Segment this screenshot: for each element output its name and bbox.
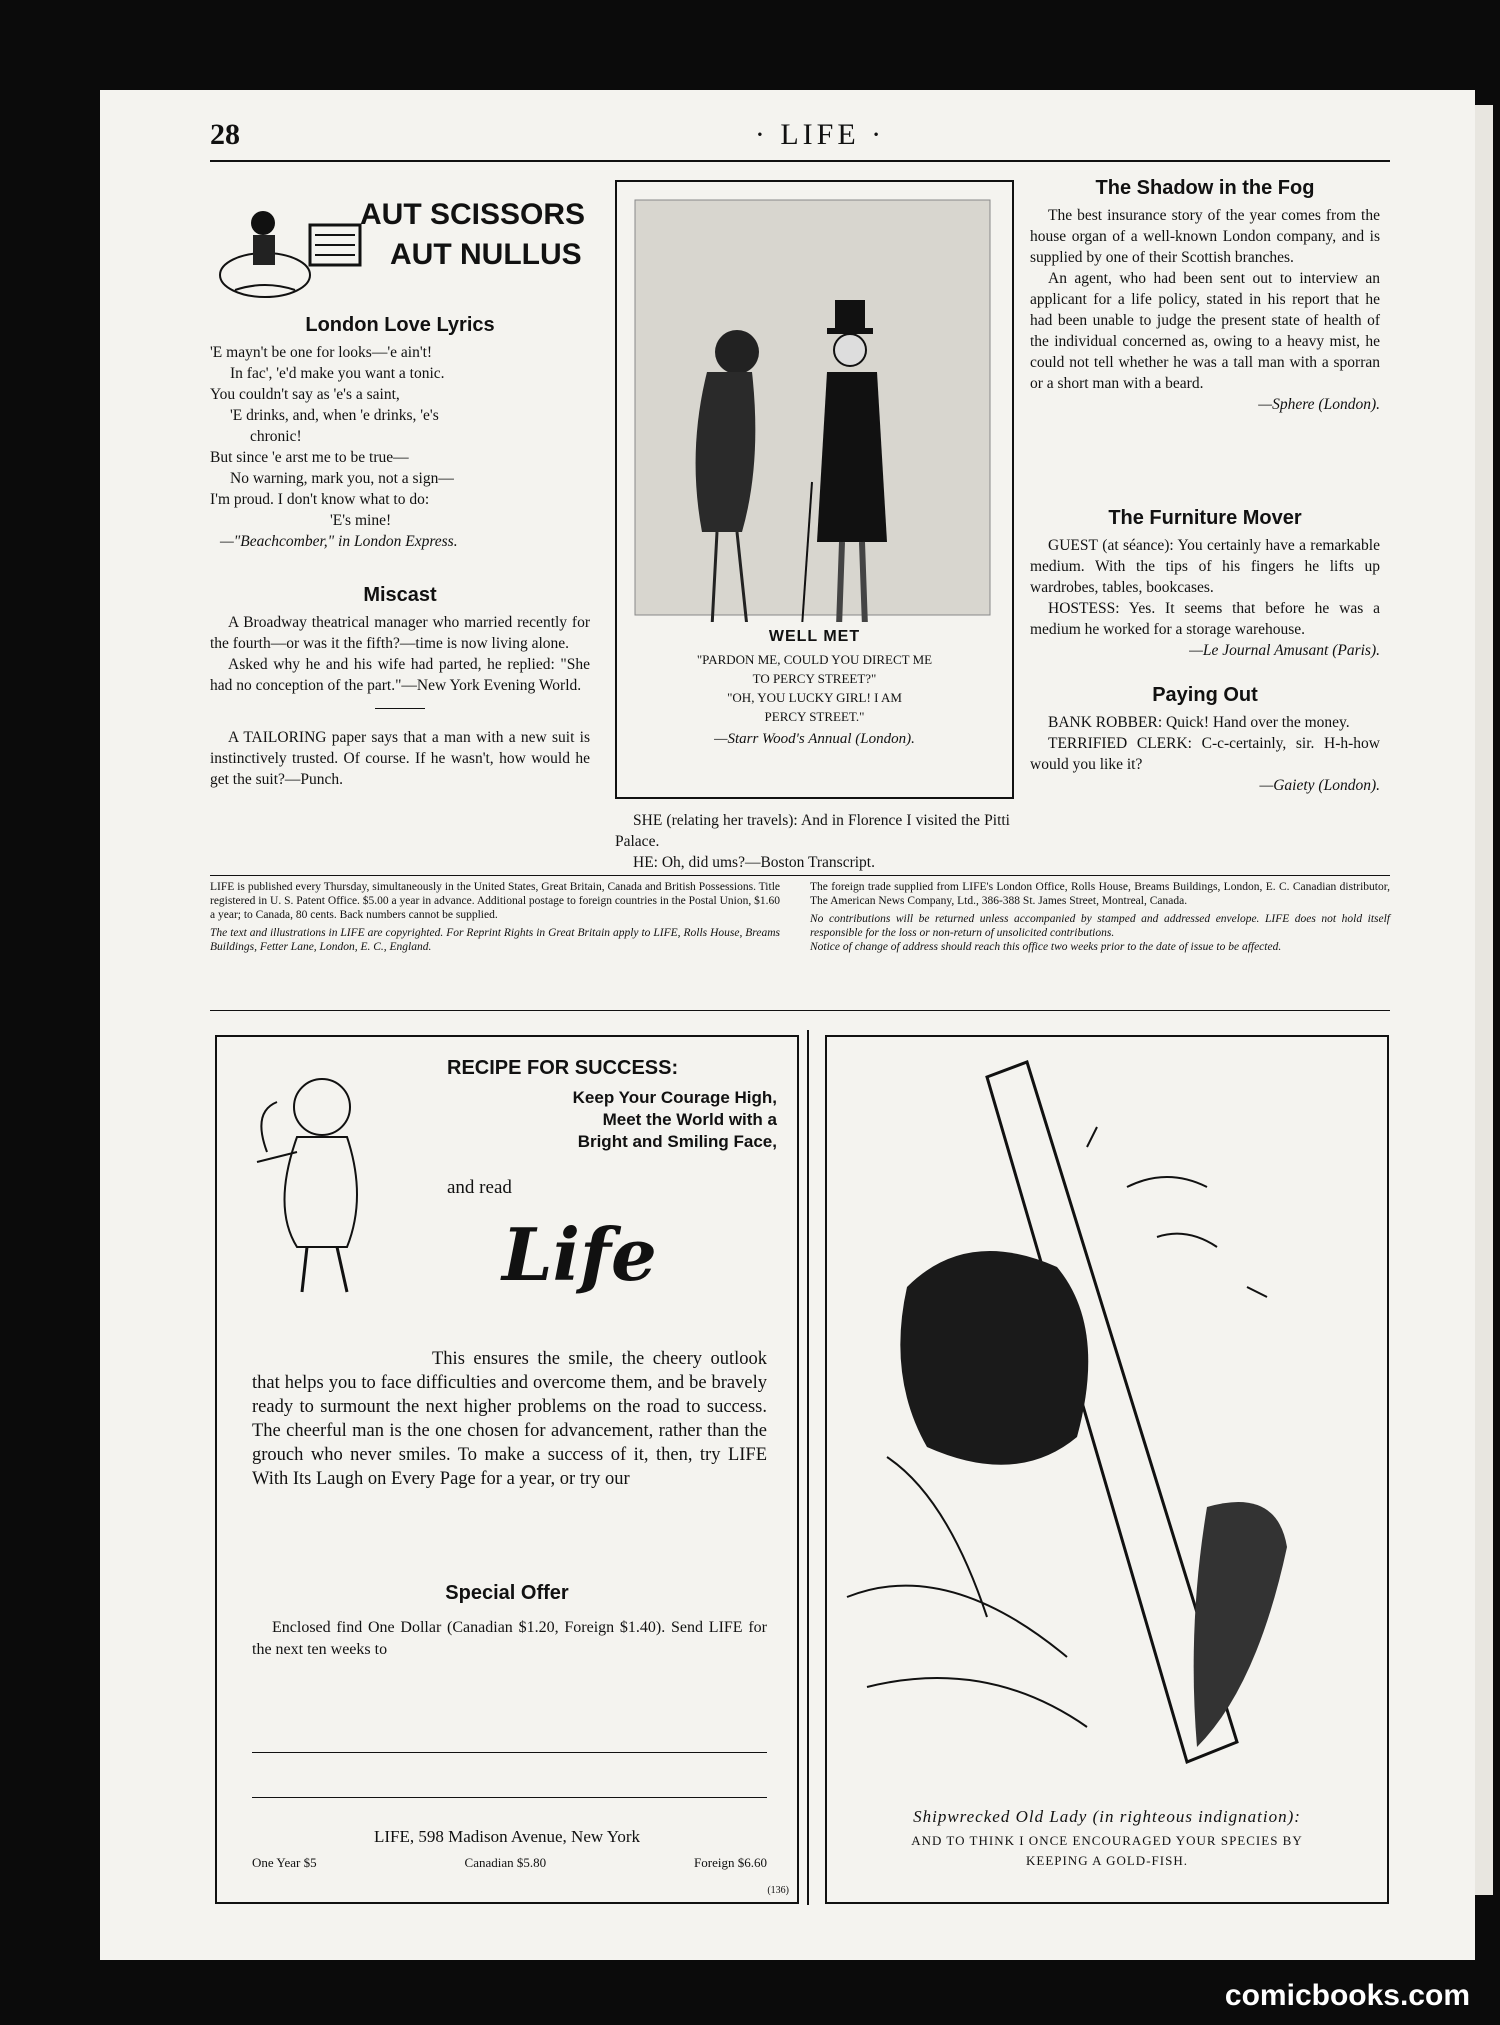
well-met-cartoon: [615, 180, 1014, 799]
speaker-guest: GUEST: [1048, 537, 1098, 554]
shadow-title: The Shadow in the Fog: [1095, 177, 1315, 199]
price-canadian: Canadian $5.80: [464, 1855, 547, 1870]
shadow-paragraph: An agent, who had been sent out to interview an applicant for a life policy, stated in his report that he had been unable to judge the present state of health of the individual concerned as, owing to a heavy mist, he could not tell whether he was a tall man with a sporran or a short man with a beard.: [1030, 270, 1380, 392]
price-foreign: Foreign $6.60: [694, 1855, 767, 1870]
contributions-notice: No contributions will be returned unless accompanied by stamped and addressed envelope. LIFE does not hold itself responsible for the loss or non-return of unsolicited contributions.: [810, 913, 1390, 939]
shipwreck-illustration-icon: [827, 1037, 1383, 1797]
lyric-line: You couldn't say as 'e's a saint,: [210, 386, 400, 403]
love-lyrics-title: London Love Lyrics: [305, 314, 495, 336]
cupid-icon: [237, 1062, 397, 1302]
furniture-section: [1030, 508, 1380, 661]
cartoon-caption: [617, 627, 1012, 749]
travels-text: (relating her travels): And in Florence I visited the Pitti Palace.: [615, 812, 1010, 850]
ad-and-read: and read: [447, 1177, 512, 1198]
ad-sub-line: Meet the World with a: [602, 1110, 777, 1129]
subscription-ad: [215, 1035, 799, 1904]
speaker-clerk: TERRIFIED CLERK: [1048, 735, 1188, 752]
paying-out-title: Paying Out: [1152, 684, 1258, 706]
ad-divider: [807, 1030, 809, 1905]
shipwreck-caption-line: AND TO THINK I ONCE ENCOURAGED YOUR SPECIES BY: [911, 1833, 1303, 1848]
shadow-attribution: —Sphere (London).: [1258, 396, 1380, 413]
shadow-section: [1030, 178, 1380, 415]
lyric-line: But since 'e arst me to be true—: [210, 449, 409, 466]
offer-line-2[interactable]: [252, 1797, 767, 1798]
scissors-cartoon-icon: [215, 195, 365, 305]
cartoon-line: TO PERCY STREET?": [752, 671, 877, 686]
header-rule: [210, 160, 1390, 162]
magazine-page: [100, 90, 1475, 1960]
furniture-text: (at séance): You certainly have a remarkable medium. With the tips of his fingers he lifts up wardrobes, tables, bookcases.: [1030, 537, 1380, 596]
cartoon-title: WELL MET: [768, 628, 861, 645]
paying-out-paragraph: [1030, 712, 1380, 733]
publication-notice: LIFE is published every Thursday, simultaneously in the United States, Great Britain, Canada and British Possessions. Title registered in U. S. Patent Office. $5.00 a year in advance. Additional postage to foreign countries in the Postal Union, $1.60 a year; to Canada, 80 cents. Back numbers cannot be supplied.: [210, 881, 780, 921]
cartoon-line: "OH, YOU LUCKY GIRL! I AM: [727, 690, 902, 705]
paying-out-paragraph: [1030, 733, 1380, 775]
furniture-paragraph: [1030, 598, 1380, 640]
speaker-hostess: HOSTESS: [1048, 600, 1116, 617]
lyric-line: No warning, mark you, not a sign—: [230, 470, 454, 487]
love-lyrics-section: [210, 315, 590, 552]
cartoon-attribution: —Starr Wood's Annual (London).: [714, 731, 915, 747]
life-logo: Life: [502, 1212, 657, 1297]
paying-out-text: : C-c-certainly, sir. H-h-how would you like it?: [1030, 735, 1380, 773]
ad-address: LIFE, 598 Madison Avenue, New York: [373, 1827, 640, 1846]
furniture-paragraph: [1030, 535, 1380, 598]
shipwreck-cartoon: [825, 1035, 1389, 1904]
running-head: · LIFE ·: [754, 118, 886, 151]
publication-info-left: [210, 880, 780, 954]
site-watermark: comicbooks.com: [1224, 1979, 1470, 2012]
special-offer-title: Special Offer: [445, 1582, 569, 1604]
shipwreck-caption: [827, 1807, 1387, 1869]
furniture-attribution: —Le Journal Amusant (Paris).: [1189, 642, 1380, 659]
miscast-section: [210, 585, 590, 790]
speaker-robber: BANK ROBBER: [1048, 714, 1158, 731]
lyric-line: chronic!: [250, 428, 302, 445]
love-lyrics-attribution: —"Beachcomber," in London Express.: [220, 533, 458, 550]
price-one-year: One Year $5: [252, 1855, 317, 1870]
adjacent-page-edge: [1475, 105, 1493, 1895]
lyric-line: I'm proud. I don't know what to do:: [210, 491, 430, 508]
cartoon-line: PERCY STREET.": [764, 709, 865, 724]
travels-line: [615, 852, 1010, 873]
ad-subheading: [467, 1087, 777, 1153]
shadow-paragraph: The best insurance story of the year comes from the house organ of a well-known London company, and is supplied by one of their Scottish branches.: [1030, 207, 1380, 266]
paying-out-text: : Quick! Hand over the money.: [1157, 714, 1350, 731]
ad-sub-line: Bright and Smiling Face,: [577, 1132, 777, 1151]
ad-code: (136): [767, 1885, 789, 1896]
miscast-paragraph: A Broadway theatrical manager who married recently for the fourth—or was it the fifth?—time is now living alone.: [210, 614, 590, 652]
speaker-he: HE: [633, 854, 654, 871]
lyric-line: 'E mayn't be one for looks—'e ain't!: [210, 344, 433, 361]
travels-line: [615, 810, 1010, 852]
travels-text: : Oh, did ums?—Boston Transcript.: [653, 854, 875, 871]
miscast-title: Miscast: [363, 584, 437, 606]
footer-top-rule: [210, 875, 1390, 876]
footer-bottom-rule: [210, 1010, 1390, 1011]
offer-line-1[interactable]: [252, 1752, 767, 1753]
masthead-line1: AUT SCISSORS: [360, 198, 586, 231]
paying-out-section: [1030, 685, 1380, 796]
cartoon-line: "PARDON ME, COULD YOU DIRECT ME: [696, 652, 933, 667]
ad-prices: [252, 1855, 767, 1871]
shipwreck-caption-line: KEEPING A GOLD-FISH.: [1026, 1853, 1188, 1868]
foreign-trade-notice: The foreign trade supplied from LIFE's London Office, Rolls House, Breams Buildings, London, E. C. Canadian distributor, The American News Company, Ltd., 386-388 St. James Street, Montreal, Canada.: [810, 881, 1390, 907]
tailoring-paragraph: A TAILORING paper says that a man with a new suit is instinctively trusted. Of course. If he wasn't, how would he get the suit?—Punch.: [210, 729, 590, 788]
ad-heading: RECIPE FOR SUCCESS:: [447, 1057, 679, 1079]
shipwreck-caption-italic: Shipwrecked Old Lady (in righteous indignation):: [913, 1807, 1301, 1826]
lyric-line: 'E's mine!: [330, 512, 392, 529]
lyric-line: 'E drinks, and, when 'e drinks, 'e's: [230, 407, 439, 424]
masthead-title: [360, 195, 585, 275]
paying-out-attribution: —Gaiety (London).: [1259, 777, 1380, 794]
ad-sub-line: Keep Your Courage High,: [572, 1088, 777, 1107]
page-number: 28: [210, 118, 240, 151]
section-divider: [375, 708, 425, 709]
lyric-line: In fac', 'e'd make you want a tonic.: [230, 365, 445, 382]
furniture-title: The Furniture Mover: [1108, 507, 1302, 529]
masthead-line2: AUT NULLUS: [390, 238, 582, 271]
copyright-notice: The text and illustrations in LIFE are copyrighted. For Reprint Rights in Great Britain apply to LIFE, Rolls House, Breams Buildings, Fetter Lane, London, E. C., England.: [210, 927, 780, 953]
speaker-she: SHE: [633, 812, 663, 829]
travels-section: [615, 810, 1010, 873]
miscast-paragraph: Asked why he and his wife had parted, he replied: "She had no conception of the part."—New York Evening World.: [210, 656, 590, 694]
furniture-text: : Yes. It seems that before he was a medium he worked for a storage warehouse.: [1030, 600, 1380, 638]
address-change-notice: Notice of change of address should reach this office two weeks prior to the date of issue to be affected.: [810, 941, 1282, 953]
ad-body: This ensures the smile, the cheery outlook that helps you to face difficulties and overcome them, and be bravely ready to surmount the next higher problems on the road to success. The cheerful man is the one chosen for advancement, rather than the grouch who never smiles. To make a success of it, then, try LIFE With Its Laugh on Every Page for a year, or try our: [252, 1349, 767, 1489]
well-met-illustration-icon: [617, 182, 1008, 622]
special-offer-text: Enclosed find One Dollar (Canadian $1.20, Foreign $1.40). Send LIFE for the next ten weeks to: [252, 1619, 767, 1658]
publication-info-right: [810, 880, 1390, 954]
